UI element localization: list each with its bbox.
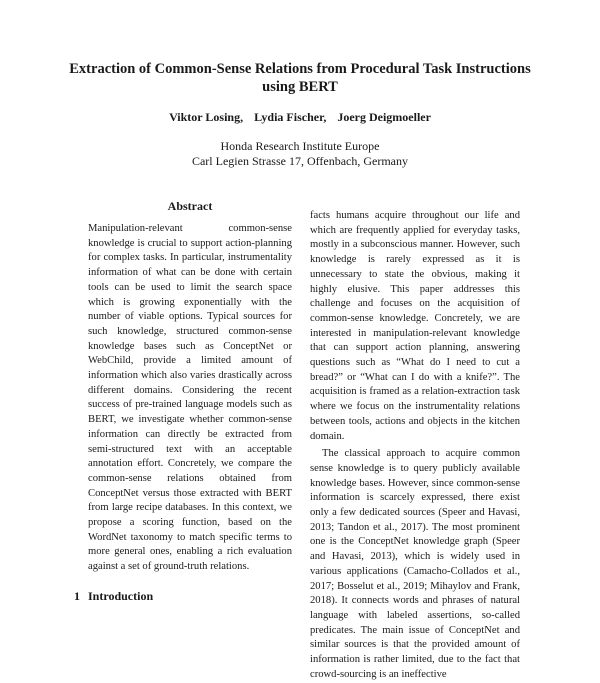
author-name: Viktor Losing, (169, 110, 244, 124)
body-paragraph: facts humans acquire throughout our life and which are frequently applied for everyday tasks, mostly in a subconscious manner. However, such knowledge is rarely expressed as it is unnecessary to state the obvious, making it highly elusive. This paper addresses this challenge and focuses on the acquisition of common-sense knowledge. Concretely, we are interested in manipulation-relevant knowledge that can support action planning, answering questions such as “What do I need to cut a bread?” or “What can I do with a knife?”. The acquisition is framed as a relation-extraction task where we focus on the instrumentality relations between tools, actions and objects in the kitchen domain. (310, 210, 520, 442)
author-name: Lydia Fischer, (254, 110, 327, 124)
body-paragraph: The classical approach to acquire common sense knowledge is to query publicly available knowledge bases. However, since common-sense information is scarcely expressed, there exist only a few dedicated sources (Speer and Havasi, 2013; Tandon et al., 2017). The most prominent one is the ConceptNet knowledge graph (Speer and Havasi, 2013), which is widely used in various applications (Camacho-Collados et al., 2017; Bosselut et al., 2019; Mihaylov and Frank, 2018). It connects words and phrases of natural language with labeled assertions, so-called predicates. The main issue of ConceptNet and similar sources is that the provided amount of information is rather limited, due to the fact that crowd-sourcing is an ineffective (310, 448, 520, 680)
author-name: Joerg Deigmoeller (337, 110, 431, 124)
affiliation-address: Carl Legien Strasse 17, Offenbach, Germany (191, 153, 409, 168)
section-number: 1 (74, 589, 80, 603)
abstract-column (88, 222, 292, 575)
section-title: Introduction (88, 589, 154, 603)
abstract-heading: Abstract (167, 199, 213, 213)
abstract-text: Manipulation-relevant common-sense knowledge is crucial to support action-planning for complex tasks. In particular, instrumentality information of what can be done with certain tools can be used to limit the search space which is growing exponentially with the number of viable options. Typical sources for such knowledge, structured common-sense knowledge bases such as ConceptNet or WebChild, provide a limited amount of information which also varies drastically across different domains. Considering the recent success of pre-trained language models such as BERT, we investigate whether common-sense information can directly be extracted from semi-structured text with an acceptable annotation effort. Concretely, we compare the common-sense relations obtained from ConceptNet versus those extracted with BERT from large recipe databases. In this context, we propose a scoring function, based on the WordNet taxonomy to match specific terms to more general ones, enabling a rich evaluation against a set of ground-truth relations. (88, 223, 292, 573)
paper-title: Extraction of Common-Sense Relations from Procedural Task Instructions using BERT (69, 61, 531, 95)
author-list (60, 110, 540, 125)
affiliation-institution: Honda Research Institute Europe (220, 139, 380, 153)
section-heading (74, 589, 153, 604)
right-column (310, 209, 520, 683)
affiliation (60, 139, 540, 168)
